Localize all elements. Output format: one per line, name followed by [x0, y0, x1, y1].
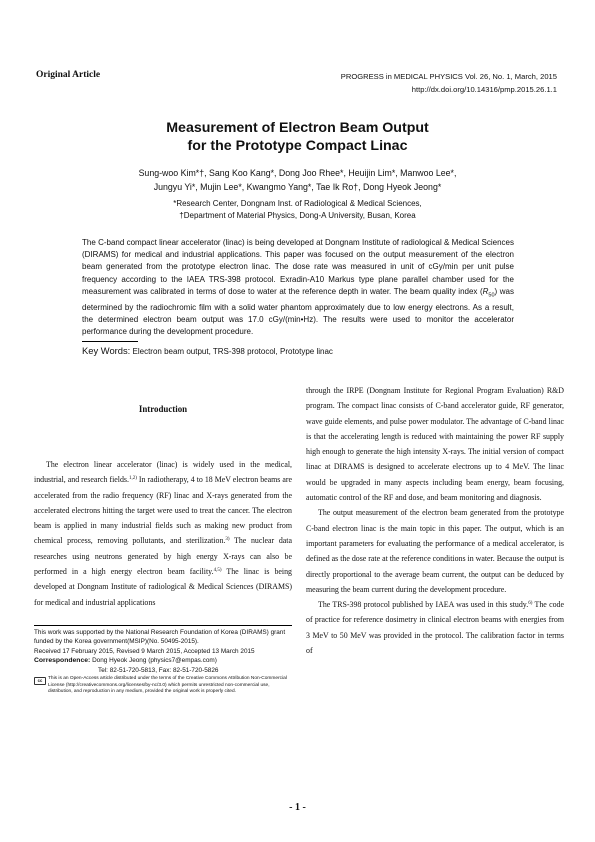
- abstract-text-b: ) was determined by the radiochromic film with a solid water phantom approximately due to low energy electrons. As a result, the determined electron beam output was 17.0 cGy/(min•Hz). The results were used to monitor the accelerator performance during the development procedure.: [82, 286, 514, 337]
- citation: 6): [528, 601, 533, 607]
- left-column: [34, 457, 292, 610]
- abstract-divider: [82, 341, 138, 342]
- keywords: [82, 345, 333, 356]
- intro-paragraph-2: The output measurement of the electron beam generated from the prototype C-band electron linac is the main topic in this paper. The output, which is an important parameters for evaluating the performance of a medical accelerator, is defined as the dose rate at the reference conditions in water. Because the output is directly proportional to the average beam current, the output can be deduced by measuring the beam current during the development procedure.: [306, 508, 564, 594]
- text-run: The code of practice for reference dosimetry in clinical electron beams with energies from 3 MeV to 50 MeV was provided in the protocol. The calibration factor in terms of: [306, 600, 564, 656]
- citation: 4,5): [213, 568, 222, 574]
- citation: 1,2): [128, 476, 137, 482]
- text-run: The TRS-398 protocol published by IAEA was used in this study.: [318, 600, 529, 610]
- section-heading-introduction: Introduction: [138, 404, 188, 414]
- doi-link[interactable]: http://dx.doi.org/10.14316/pmp.2015.26.1.1: [411, 85, 557, 94]
- abstract-text-a: The C-band compact linear accelerator (linac) is being developed at Dongnam Institute of radiological & Medical Sciences (DIRAMS) for medical and industrial applications. This paper was focused on the output measurement of the electron beam generated from the prototype electron linac. The dose rate was measured in unit of cGy/min per unit pulse frequency according to the IAEA TRS-398 protocol. Exradin-A10 Markus type plane parallel chamber used for the measurement was calibrated in terms of dose to water at the reference depth in water. The beam quality index (: [82, 238, 514, 296]
- r50-symbol: R: [482, 286, 489, 296]
- author-line-2: Jungyu Yi*, Mujin Lee*, Kwangmo Yang*, Tae Ik Ro†, Dong Hyeok Jeong*: [153, 182, 442, 192]
- footnotes: [34, 628, 292, 696]
- text-run: The electron linear accelerator (linac) is widely used in the medical, industrial, and research fields.: [34, 460, 292, 485]
- license-note: [34, 676, 292, 696]
- affiliation-2: †Department of Material Physics, Dong-A University, Busan, Korea: [179, 210, 416, 220]
- right-column: [306, 383, 564, 658]
- correspondence-phone: Tel: 82-51-720-5813, Fax: 82-51-720-5826: [98, 666, 219, 674]
- title-line-2: for the Prototype Compact Linac: [187, 137, 408, 154]
- journal-header: [341, 70, 557, 96]
- correspondence: [34, 656, 292, 665]
- author-list: [100, 166, 495, 194]
- text-run: The nuclear data researches using neutrons generated by high energy X-rays can also be performed in a high energy electron beam facility.: [34, 536, 292, 577]
- page-number: - 1 -: [289, 802, 306, 813]
- funding-note: This work was supported by the National Research Foundation of Korea (DIRAMS) grant funded by the Korea government(MSIP)(No. 50495-2015).: [34, 629, 286, 646]
- r50-subscript: 50: [488, 292, 495, 299]
- footnote-divider: [34, 625, 292, 626]
- author-line-1: Sung-woo Kim*†, Sang Koo Kang*, Dong Joo Rhee*, Heuijin Lim*, Manwoo Lee*,: [138, 168, 457, 178]
- text-run: In radiotherapy, 4 to 18 MeV electron beams are accelerated from the radio frequency (RF) linac and X-rays generated from the accelerated electrons hitting the target were used to treat the cancer. The electron beam is applied in many industrial fields such as making new product from chemical process, removing pollutants, and sterilization.: [34, 475, 292, 546]
- journal-name: PROGRESS in MEDICAL PHYSICS Vol. 26, No. 1, March, 2015: [340, 72, 557, 81]
- license-text: This is an Open-Access article distributed under the terms of the Creative Commons Attribution Non-Commercial License (http://creativecommons.org/licenses/by-nc/3.0) which permits unrestricted non-commercial use, distribution, and reproduction in any medium, provided the original work is properly cited.: [48, 676, 287, 695]
- affiliations: [100, 198, 495, 221]
- intro-paragraph-1-continued: through the IRPE (Dongnam Institute for Regional Program Evaluation) R&D program. The compact linac consists of C-band accelerator guide, RF generator, wave guide elements, and pulse power modulator. The advantage of C-band linac is that the accelerating length is reduced with maintaining the power RF supply high enough to generate the high intensity X-rays. The initial version of compact linac at DIRAMS is designed to accelerate electrons up to 4 MeV. The linac would be upgraded in many aspects including beam energy, beam focusing, automatic control of the RF and dose, and beam monitoring and diagnosis.: [306, 386, 564, 503]
- title-line-1: Measurement of Electron Beam Output: [166, 120, 429, 136]
- correspondence-label: Correspondence:: [34, 657, 91, 665]
- intro-paragraph-3: [306, 597, 564, 658]
- paper-title: [0, 120, 595, 155]
- received-dates: Received 17 February 2015, Revised 9 March 2015, Accepted 13 March 2015: [34, 647, 255, 655]
- text-run: The linac is being developed at Dongnam Institute of radiological & Medical Sciences (DIRAMS) for medical and industrial applications: [34, 567, 292, 607]
- keywords-label: Key Words:: [82, 345, 131, 356]
- correspondence-name: Dong Hyeok Jeong (physics7@empas.com): [92, 657, 217, 665]
- article-type: Original Article: [36, 70, 101, 80]
- intro-paragraph-1: [34, 457, 292, 610]
- affiliation-1: *Research Center, Dongnam Inst. of Radiological & Medical Sciences,: [173, 199, 422, 208]
- keywords-text: Electron beam output, TRS-398 protocol, Prototype linac: [132, 347, 333, 356]
- citation: 3): [225, 537, 230, 543]
- abstract: [82, 237, 514, 338]
- creative-commons-icon: cc: [34, 677, 46, 685]
